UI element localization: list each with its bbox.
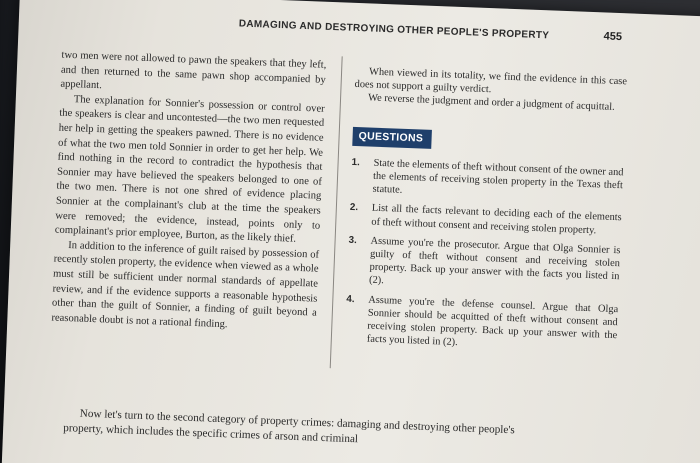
left-paragraph-3: In addition to the inference of guilt raised by possession of recently stolen property, the evidence when viewed as a whole must still be sufficient under normal standards of appellate review, and if the evidence supports a reasonable hypothesis other than the guilt of Sonnier, a finding of guilt beyond a reasonable doubt is not a rational finding. (51, 239, 320, 330)
question-number: 2. (349, 202, 359, 214)
question-item (347, 234, 621, 297)
questions-heading: QUESTIONS (352, 126, 431, 148)
left-paragraph-1: two men were not allowed to pawn the speakers that they left, and then returned to the same pawn shop accompanied by appellant. (60, 49, 327, 92)
question-text: State the elements of theft without consent of the owner and the elements of receiving stolen property in the Texas theft statute. (372, 157, 624, 197)
question-number: 4. (346, 293, 355, 305)
left-paragraph-2: The explanation for Sonnier's possession or control over the speakers is clear and uncontested—the two men requested her help in getting the speakers pawned. There is no evidence of what the two men told Sonnier in order to get her help. We find nothing in the record to contradict the hypothesis that Sonnier may have believed the speakers belonged to one of the two men. There is not one shred of evidence placing Sonnier at the complainant's club at the time the speakers were removed; the evidence, instead, points only to complainant's prior employee, Burton, as the likely thief. (54, 93, 325, 245)
bottom-paragraph: Now let's turn to the second category of property crimes: damaging and destroying other people's property, which includes the specific crimes of arson and criminal (62, 407, 515, 446)
question-item (349, 201, 622, 238)
column-divider (330, 56, 343, 368)
question-item (345, 292, 619, 355)
right-paragraph-1: When viewed in its totality, we find the evidence in this case does not support a guilty verdict. (354, 66, 628, 96)
right-column (344, 65, 627, 362)
question-number: 3. (348, 234, 358, 246)
running-header: DAMAGING AND DESTROYING OTHER PEOPLE'S PROPERTY (238, 18, 550, 42)
left-column (51, 49, 326, 336)
bottom-section (63, 406, 534, 454)
question-text: Assume you're the prosecutor. Argue that Olga Sonnier is guilty of theft without consent and receiving stolen property. Back up your answer with the facts you listed in (2). (368, 235, 621, 287)
question-item (350, 156, 623, 206)
page-number: 455 (603, 30, 623, 44)
question-number: 1. (351, 156, 361, 168)
question-text: List all the facts relevant to deciding each of the elements of theft without consent and receiving stolen property. (371, 203, 622, 236)
question-text: Assume you're the defense counsel. Argue that Olga Sonnier should be acquitted of theft without consent and receiving stolen property. Back up your answer with the facts you listed in (2). (366, 294, 619, 349)
right-paragraph-2: We reverse the judgment and order a judgment of acquittal. (367, 92, 615, 114)
book-page (1, 0, 700, 463)
questions-list (345, 156, 624, 356)
